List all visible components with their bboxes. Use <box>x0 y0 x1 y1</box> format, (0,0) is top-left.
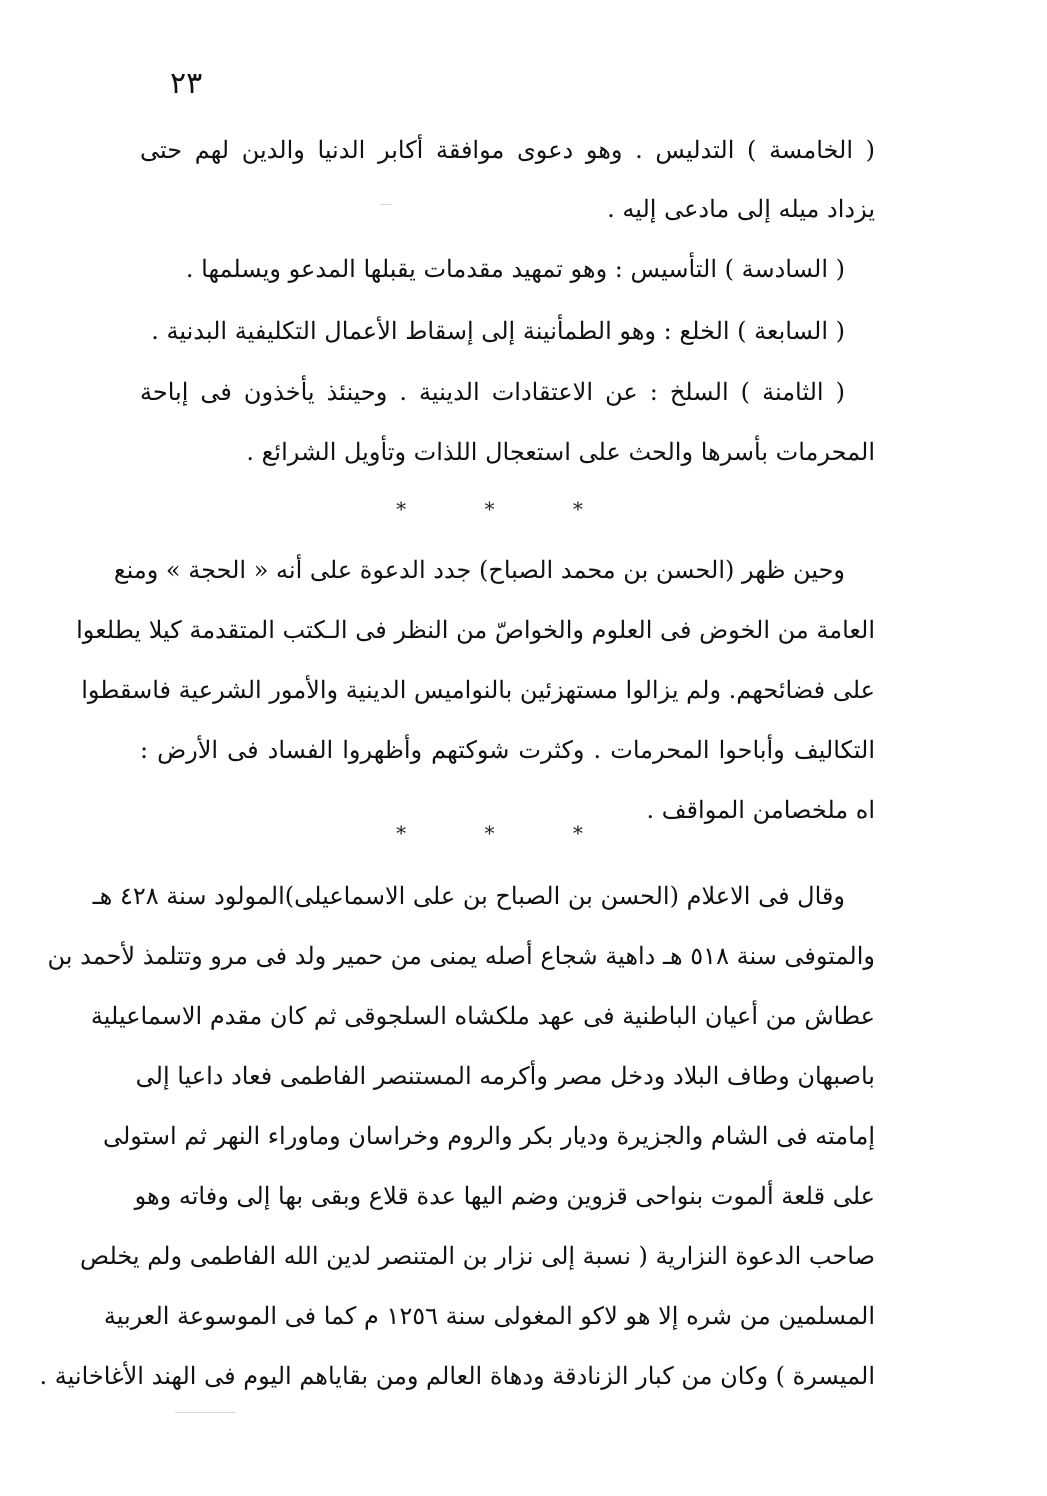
text-line: الميسرة ) وكان من كبار الزنادقة ودهاة العالم ومن بقاياهم اليوم فى الهند الأغاخانية . <box>39 1362 875 1390</box>
text-line: العامة من الخوض فى العلوم والخواصّ من النظر فى الـكتب المتقدمة كيلا يطلعوا <box>76 616 875 644</box>
paragraph-section-2 <box>76 540 875 840</box>
paragraph-section-3 <box>39 866 875 1406</box>
text-line: ( الخامسة ) التدليس . وهو دعوى موافقة أكابر الدنيا والدين لهم حتى <box>140 136 875 164</box>
text-line: صاحب الدعوة النزارية ( نسبة إلى نزار بن المتنصر لدين الله الفاطمى ولم يخلص <box>80 1242 875 1270</box>
text-line: المحرمات بأسرها والحث على استعجال اللذات وتأويل الشرائع . <box>246 438 875 466</box>
page-number: ٢٣ <box>170 66 203 101</box>
text-line: والمتوفى سنة ٥١٨ هـ داهية شجاع أصله يمنى من حمير ولد فى مرو وتتلمذ لأحمد بن <box>47 942 875 970</box>
section-separator: * * * <box>396 821 619 845</box>
text-line: وحين ظهر (الحسن بن محمد الصباح) جدد الدعوة على أنه « الحجة » ومنع <box>113 556 845 584</box>
text-line: إمامته فى الشام والجزيرة وديار بكر والروم وخراسان وماوراء النهر ثم استولى <box>102 1122 875 1150</box>
text-line: ( الثامنة ) السلخ : عن الاعتقادات الدينية . وحينئذ يأخذون فى إباحة <box>140 378 845 406</box>
text-line: وقال فى الاعلام (الحسن بن الصباح بن على الاسماعيلى)المولود سنة ٤٢٨ هـ <box>92 882 845 910</box>
paragraph-section-1 <box>140 120 875 482</box>
text-line: يزداد ميله إلى مادعى إليه . <box>607 195 875 223</box>
text-line: اه ملخصامن المواقف . <box>646 796 875 824</box>
text-line: على فضائحهم. ولم يزالوا مستهزئين بالنواميس الدينية والأمور الشرعية فاسقطوا <box>81 676 875 704</box>
text-line: المسلمين من شره إلا هو لاكو المغولى سنة ١٢٥٦ م كما فى الموسوعة العربية <box>103 1302 875 1330</box>
text-line: التكاليف وأباحوا المحرمات . وكثرت شوكتهم وأظهروا الفساد فى الأرض : <box>140 736 875 764</box>
text-line: باصبهان وطاف البلاد ودخل مصر وأكرمه المستنصر الفاطمى فعاد داعيا إلى <box>135 1062 875 1090</box>
text-line: ( السابعة ) الخلع : وهو الطمأنينة إلى إسقاط الأعمال التكليفية البدنية . <box>151 317 845 345</box>
text-line: ( السادسة ) التأسيس : وهو تمهيد مقدمات يقبلها المدعو ويسلمها . <box>185 255 845 283</box>
text-line: عطاش من أعيان الباطنية فى عهد ملكشاه السلجوقى ثم كان مقدم الاسماعيلية <box>90 1002 875 1030</box>
text-line: على قلعة ألموت بنواحى قزوين وضم اليها عدة قلاع وبقى بها إلى وفاته وهو <box>134 1182 875 1210</box>
scan-artifact-line <box>175 1412 235 1413</box>
section-separator: * * * <box>396 497 619 521</box>
